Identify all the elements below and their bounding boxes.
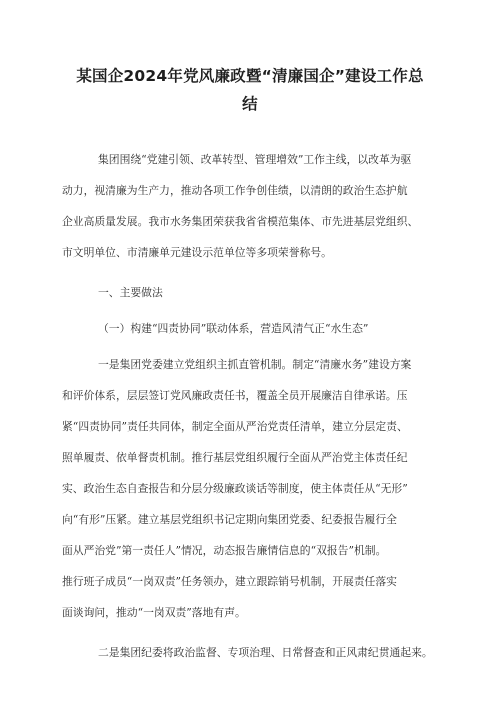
body-line: 集团围绕“党建引领、改革转型、管理增效”工作主线，以改革为驱	[98, 153, 412, 166]
body-line: 紧“四责协同”责任共同体，制定全面从严治党责任清单，建立分层定责、	[62, 420, 408, 433]
body-line: 照单履责、依单督责机制。推行基层党组织履行全面从严治党主体责任纪	[62, 451, 408, 464]
body-line: 面从严治党”第一责任人”情况，动态报告廉情信息的“双报告”机制。	[62, 544, 387, 557]
subsection-heading: （一）构建“四责协同”联动体系，营造风清气正“水生态”	[98, 322, 369, 335]
body-line: 企业高质量发展。我市水务集团荣获我省省模范集体、市先进基层党组织、	[62, 215, 419, 228]
body-line: 面谈询问，推动“一岗双责”落地有声。	[62, 606, 246, 619]
body-line: 市文明单位、市清廉单元建设示范单位等多项荣誉称号。	[62, 246, 332, 259]
body-line: 动力，视清廉为生产力，推动各项工作争创佳绩，以清朗的政治生态护航	[62, 184, 408, 197]
body-line: 实、政治生态自查报告和分层分级廉政谈话等制度，使主体责任从“无形”	[62, 482, 408, 495]
body-line: 一是集团党委建立党组织主抓直管机制。制定“清廉水务”建设方案	[98, 358, 412, 371]
body-line: 向“有形”压紧。建立基层党组织书记定期向集团党委、纪委报告履行全	[62, 513, 397, 526]
document-title-line-1: 某国企2024年党风廉政暨“清廉国企”建设工作总	[76, 67, 424, 85]
document-title-line-2: 结	[242, 95, 258, 113]
body-line: 二是集团纪委将政治监督、专项治理、日常督查和正风肃纪贯通起来。	[98, 646, 433, 659]
body-line: 推行班子成员“一岗双责”任务领办，建立跟踪销号机制，开展责任落实	[62, 575, 397, 588]
section-heading: 一、主要做法	[98, 286, 163, 299]
body-line: 和评价体系，层层签订党风廉政责任书，覆盖全员开展廉洁自律承诺。压	[62, 389, 408, 402]
